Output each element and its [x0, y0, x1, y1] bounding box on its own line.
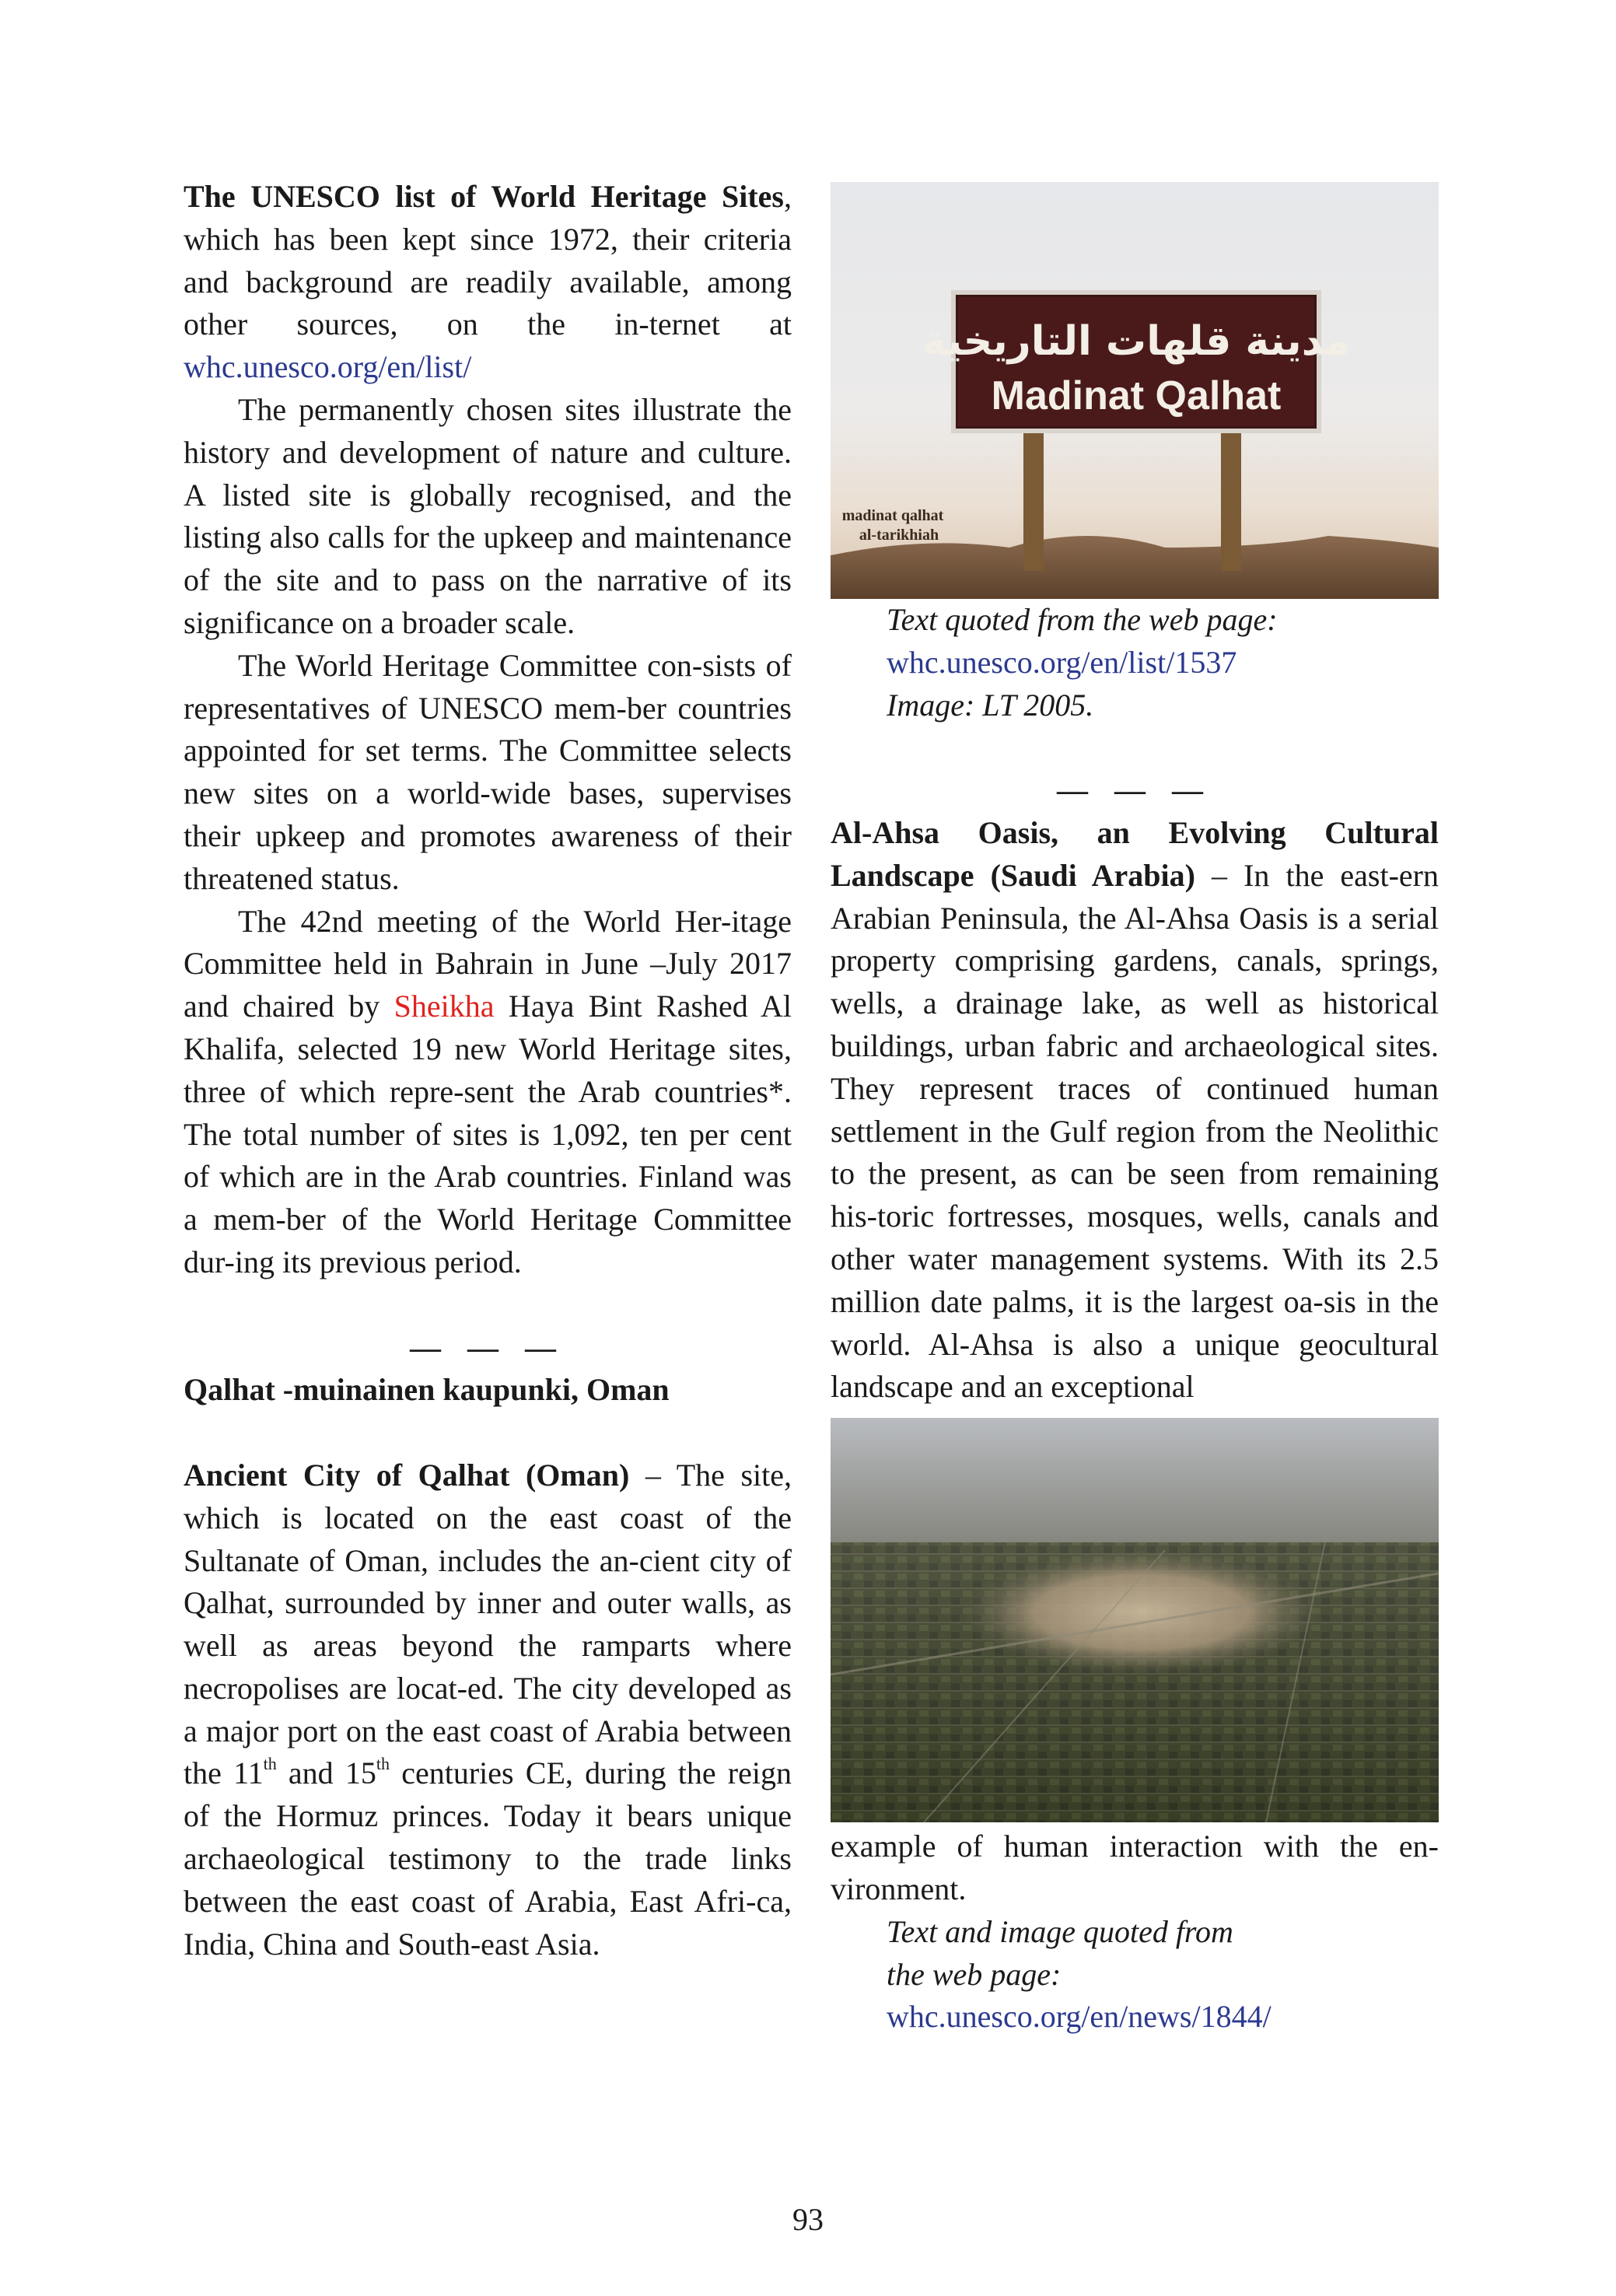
subheading — [184, 1369, 792, 1412]
photo-label-line1: madinat qalhat — [841, 507, 944, 524]
superscript: th — [263, 1754, 277, 1774]
sheikha-highlight: Sheikha — [394, 989, 495, 1024]
qalhat-text-b: and 15 — [276, 1755, 376, 1791]
right-column — [831, 176, 1439, 2039]
paragraph-qalhat — [184, 1454, 792, 1966]
photo-label-line2: al-tarikhiah — [859, 527, 939, 544]
al-ahsa-aerial-photo — [831, 1418, 1439, 1822]
sign-arabic-text: مدينة قلهات التاريخية — [922, 318, 1350, 365]
qalhat-bold: Ancient City of Qalhat (Oman) — [184, 1457, 630, 1493]
paragraph-committee: The World Heritage Committee con-sists of representatives of UNESCO mem-ber countries appointed for set terms. The Committee selects new sites on a world-wide bases, supervises their upkeep and promotes awareness of their threatened status. — [184, 647, 792, 896]
section-separator: — — — — [1057, 772, 1212, 808]
caption-line: Text and image quoted from — [887, 1913, 1233, 1949]
paragraph-sites: The permanently chosen sites illustrate the history and development of nature and culture. A listed site is globally recognised, and the listing also calls for the upkeep and maintenance of the site and to pass on the narrative of its significance on a broader scale. — [184, 391, 792, 640]
section-separator: — — — — [410, 1329, 565, 1365]
intro-text: , which has been kept since 1972, their criteria and background are readily available, among other sources, on the in-ternet at — [184, 179, 792, 342]
photo-caption — [887, 1911, 1439, 2039]
unesco-list-link[interactable]: whc.unesco.org/en/list/ — [184, 349, 472, 385]
paragraph-al-ahsa-end: example of human interaction with the en-vironment. — [831, 1829, 1439, 1906]
superscript: th — [376, 1754, 390, 1774]
sign-latin-text: Madinat Qalhat — [991, 373, 1282, 418]
qalhat-text-c: centuries CE, during the reign of the Hormuz princes. Today it bears unique archaeological testimony to the trade links between the east coast of Arabia, East Afri-ca, India, China and South-east Asia. — [184, 1755, 792, 1962]
meeting-text-b: Haya Bint Rashed Al Khalifa, selected 19 new World Heritage sites, three of which repre-sent the Arab countries*. The total number of sites is 1,092, ten per cent of which are in the Arab countries. Finland was a mem-ber of the World Heritage Committee dur-ing its previous period. — [184, 989, 792, 1279]
al-ahsa-bold: Al-Ahsa Oasis, an Evolving Cultural Landscape (Saudi Arabia) — [831, 814, 1439, 893]
meeting-text-a: The 42nd meeting of the World Her-itage Committee held in Bahrain in June –July 2017 and chaired by — [184, 903, 792, 1024]
subheading-text: Qalhat -muinainen kaupunki, Oman — [184, 1372, 670, 1408]
qalhat-text-a: – The site, which is located on the east coast of the Sultanate of Oman, includes the an-cient city of Qalhat, surrounded by inner and outer walls, as well as areas beyond the ramparts where necropolises are locat-ed. The city developed as a major port on the east coast of Arabia between the 11 — [184, 1457, 792, 1791]
photo-caption — [887, 599, 1439, 726]
al-ahsa-text: – In the east-ern Arabian Peninsula, the Al-Ahsa Oasis is a serial property comprising gardens, canals, springs, wells, a drainage lake, as well as historical buildings, urban fabric and archaeological sites. They represent traces of continued human settlement in the Gulf region from the Neolithic to the present, as can be seen from remaining his-toric fortresses, mosques, wells, canals and other water management systems. With its 2.5 million date palms, it is the largest oa-sis in the world. Al-Ahsa is also a unique geocultural landscape and an exceptional — [831, 857, 1439, 1405]
intro-bold: The UNESCO list of World Heritage Sites — [184, 179, 784, 214]
intro-paragraph — [184, 176, 792, 389]
caption-line: Text quoted from the web page: — [887, 602, 1278, 637]
caption-line: Image: LT 2005. — [887, 687, 1094, 723]
paragraph-al-ahsa — [831, 812, 1439, 1409]
unesco-news-link[interactable]: whc.unesco.org/en/news/1844/ — [887, 1999, 1271, 2035]
madinat-qalhat-sign-photo — [831, 182, 1439, 599]
paragraph-meeting — [184, 901, 792, 1284]
unesco-1537-link[interactable]: whc.unesco.org/en/list/1537 — [887, 644, 1237, 680]
caption-line: the web page: — [887, 1956, 1062, 1992]
left-column — [184, 176, 792, 1965]
page-number: 93 — [792, 2202, 824, 2237]
